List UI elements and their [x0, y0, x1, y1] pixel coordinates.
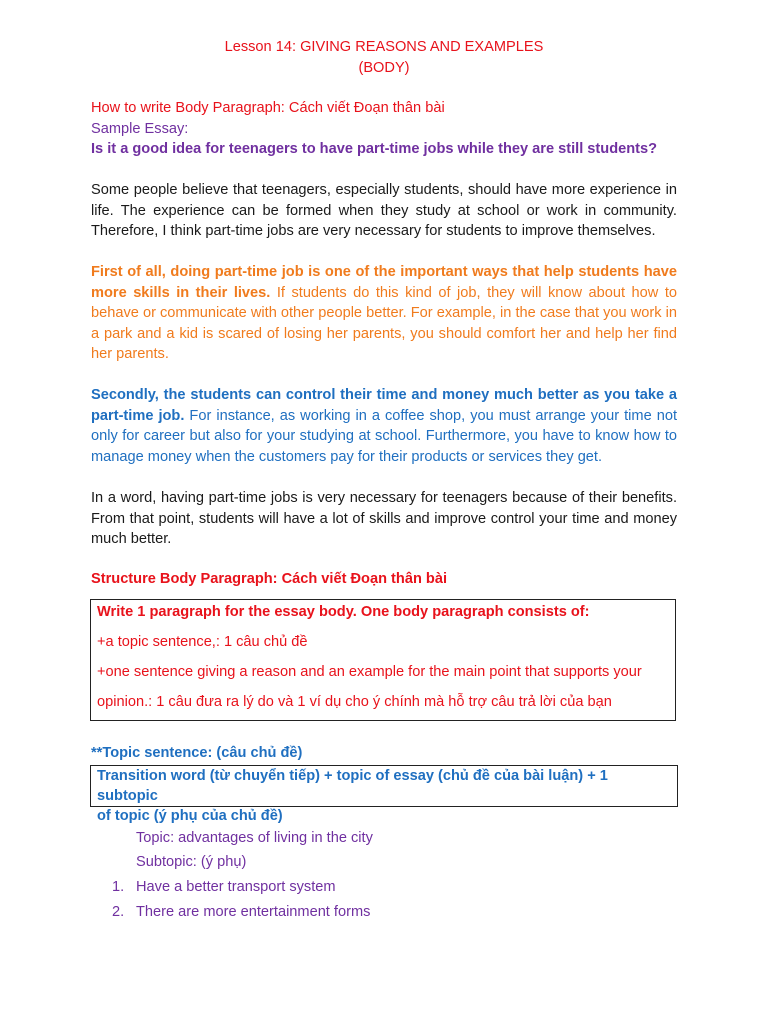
topic-sentence-heading: **Topic sentence: (câu chủ đề) — [91, 745, 303, 761]
body-1-support: If students do this kind of job, they will know about how to behave or communicate with other people better. For example, in the case that you work in a park and a kid is scared of losing her parents, you should comfort her and help her find her parents. — [91, 284, 677, 363]
lesson-subtitle: (BODY) — [358, 60, 410, 76]
body-2-support: For instance, as working in a coffee shop, you must arrange your time not only for career but also for your studying at school. Furthermore, you have to know how to manage money when the customers pay for their products or services they get. — [91, 407, 678, 465]
structure-item-reason-line1: +one sentence giving a reason and an example for the main point that supports your — [97, 664, 642, 681]
structure-heading: Structure Body Paragraph: Cách viết Đoạn thân bài — [91, 571, 447, 587]
intro-paragraph: Some people believe that teenagers, especially students, should have more experience in life. The experience can be formed when they study at school or work in community. Therefore, I think part-time jobs are very necessary for students to improve themselves. — [91, 182, 677, 240]
example-subtopic: Subtopic: (ý phụ) — [136, 854, 247, 870]
example-topic: Topic: advantages of living in the city — [136, 830, 373, 846]
list-item-text: There are more entertainment forms — [136, 904, 371, 920]
structure-item-reason-line2: opinion.: 1 câu đưa ra lý do và 1 ví dụ cho ý chính mà hỗ trợ câu trả lời của bạn — [97, 693, 612, 710]
list-item — [112, 902, 370, 922]
structure-box — [90, 599, 676, 721]
body-1-topic-sentence: First of all, doing part-time job is one of the important ways that help students have more skills in their lives. — [91, 264, 677, 301]
sample-essay-label: Sample Essay: — [91, 121, 189, 137]
topic-sentence-formula-line1: Transition word (từ chuyển tiếp) + topic of essay (chủ đề của bài luận) + 1 subtopic — [97, 768, 608, 804]
list-item-text: Have a better transport system — [136, 879, 336, 895]
lesson-title: Lesson 14: GIVING REASONS AND EXAMPLES — [224, 39, 544, 55]
list-item — [112, 877, 336, 897]
body-2-topic-sentence: Secondly, the students can control their time and money much better as you take a part-time job. — [91, 387, 677, 424]
list-item-number: 2. — [112, 904, 125, 920]
body-paragraph-2 — [91, 385, 677, 467]
conclusion-paragraph: In a word, having part-time jobs is very necessary for teenagers because of their benefits. From that point, students will have a lot of skills and improve control your time and money much better. — [91, 490, 677, 548]
list-item-number: 1. — [112, 879, 125, 895]
structure-box-heading: Write 1 paragraph for the essay body. One body paragraph consists of: — [97, 604, 590, 620]
topic-sentence-formula-line2: of topic (ý phụ của chủ đề) — [97, 807, 283, 824]
structure-item-topic: +a topic sentence,: 1 câu chủ đề — [97, 634, 308, 651]
howto-heading: How to write Body Paragraph: Cách viết Đoạn thân bài — [91, 100, 445, 116]
topic-sentence-box — [90, 765, 678, 824]
essay-question: Is it a good idea for teenagers to have part-time jobs while they are still students? — [91, 141, 658, 157]
body-paragraph-1 — [91, 262, 677, 365]
